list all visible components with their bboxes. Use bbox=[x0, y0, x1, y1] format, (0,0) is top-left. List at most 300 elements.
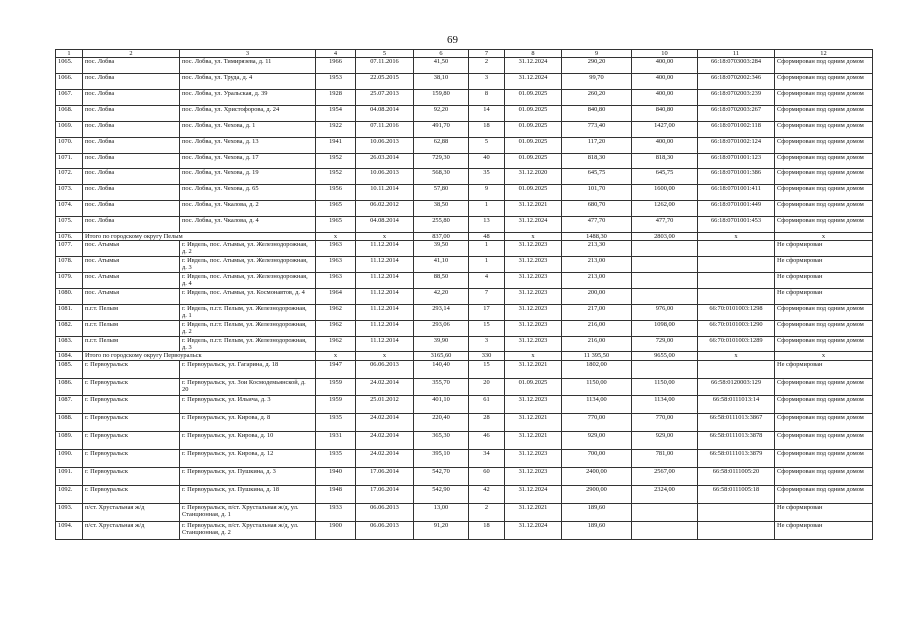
cell-cadastral: 66:18:0701001:386 bbox=[698, 169, 775, 185]
cell-residents: 40 bbox=[469, 153, 505, 169]
cell-year: 1962 bbox=[316, 336, 356, 352]
cell-residents: 8 bbox=[469, 89, 505, 105]
cell-land-area: 400,00 bbox=[632, 137, 698, 153]
cell-area: 365,30 bbox=[414, 432, 469, 450]
cell-land-status: Не сформирован bbox=[775, 360, 873, 378]
cell-cadastral bbox=[698, 241, 775, 257]
cell-date: 07.11.2016 bbox=[356, 58, 414, 74]
cell-deadline: x bbox=[505, 233, 562, 241]
table-row bbox=[56, 485, 873, 503]
cell-settlement: пос. Лобва bbox=[83, 185, 180, 201]
cell-residents: 61 bbox=[469, 396, 505, 414]
cell-year: 1963 bbox=[316, 241, 356, 257]
cell-date: 11.12.2014 bbox=[356, 288, 414, 304]
cell-cost: 260,20 bbox=[562, 89, 632, 105]
cell-cost: 217,00 bbox=[562, 304, 632, 320]
header-cell-3: 3 bbox=[180, 50, 316, 58]
cell-deadline: x bbox=[505, 352, 562, 360]
cell-year: x bbox=[316, 233, 356, 241]
cell-num: 1083. bbox=[56, 336, 83, 352]
cell-year: 1965 bbox=[316, 201, 356, 217]
cell-address: г. Ивдель, п.г.т. Пелым, ул. Железнодорожная, д. 2 bbox=[180, 320, 316, 336]
cell-land-area bbox=[632, 503, 698, 521]
cell-year: 1952 bbox=[316, 153, 356, 169]
cell-num: 1088. bbox=[56, 414, 83, 432]
cell-deadline: 31.12.2023 bbox=[505, 320, 562, 336]
cell-settlement: пос. Атымья bbox=[83, 272, 180, 288]
cell-num: 1080. bbox=[56, 288, 83, 304]
cell-date: 11.12.2014 bbox=[356, 241, 414, 257]
cell-num: 1072. bbox=[56, 169, 83, 185]
cell-cadastral bbox=[698, 503, 775, 521]
cell-residents: 28 bbox=[469, 414, 505, 432]
cell-settlement: пос. Атымья bbox=[83, 288, 180, 304]
cell-settlement: пос. Лобва bbox=[83, 137, 180, 153]
cell-settlement: п.г.т. Пелым bbox=[83, 304, 180, 320]
header-cell-1: 1 bbox=[56, 50, 83, 58]
cell-land-area: 400,00 bbox=[632, 89, 698, 105]
table-row bbox=[56, 336, 873, 352]
cell-land-area: 929,00 bbox=[632, 432, 698, 450]
table-row bbox=[56, 169, 873, 185]
cell-residents: 9 bbox=[469, 185, 505, 201]
cell-date: 06.06.2013 bbox=[356, 503, 414, 521]
cell-address: пос. Лобва, ул. Тимирязева, д. 11 bbox=[180, 58, 316, 74]
table-row bbox=[56, 432, 873, 450]
cell-land-area: 1262,00 bbox=[632, 201, 698, 217]
cell-settlement: пос. Атымья bbox=[83, 241, 180, 257]
cell-cost: 11 395,50 bbox=[562, 352, 632, 360]
cell-residents: 7 bbox=[469, 288, 505, 304]
cell-num: 1069. bbox=[56, 121, 83, 137]
cell-address: пос. Лобва, ул. Чехова, д. 17 bbox=[180, 153, 316, 169]
cell-date: 11.12.2014 bbox=[356, 272, 414, 288]
cell-residents: 60 bbox=[469, 467, 505, 485]
cell-area: 140,40 bbox=[414, 360, 469, 378]
cell-address: г. Ивдель, пос. Атымья, ул. Железнодорожная, д. 2 bbox=[180, 241, 316, 257]
cell-date: x bbox=[356, 233, 414, 241]
cell-cadastral: x bbox=[698, 233, 775, 241]
cell-num: 1086. bbox=[56, 378, 83, 396]
cell-deadline: 31.12.2024 bbox=[505, 485, 562, 503]
cell-cost: 680,70 bbox=[562, 201, 632, 217]
cell-year: 1962 bbox=[316, 320, 356, 336]
cell-settlement: пос. Лобва bbox=[83, 121, 180, 137]
cell-cadastral: 66:70:0101003:1289 bbox=[698, 336, 775, 352]
cell-cost: 99,70 bbox=[562, 74, 632, 90]
cell-area: 729,30 bbox=[414, 153, 469, 169]
cell-land-area: 818,30 bbox=[632, 153, 698, 169]
cell-land-status: Сформирован под одним домом bbox=[775, 217, 873, 233]
cell-settlement: п.г.т. Пелым bbox=[83, 320, 180, 336]
cell-address: г. Первоуральск, ул. Кирова, д. 10 bbox=[180, 432, 316, 450]
cell-land-status: Не сформирован bbox=[775, 272, 873, 288]
cell-area: 159,80 bbox=[414, 89, 469, 105]
cell-date: 11.12.2014 bbox=[356, 304, 414, 320]
cell-year: 1963 bbox=[316, 272, 356, 288]
cell-deadline: 31.12.2023 bbox=[505, 396, 562, 414]
cell-year: 1966 bbox=[316, 58, 356, 74]
cell-cost: 189,60 bbox=[562, 521, 632, 539]
cell-area: 41,10 bbox=[414, 257, 469, 273]
header-cell-2: 2 bbox=[83, 50, 180, 58]
cell-date: 10.11.2014 bbox=[356, 185, 414, 201]
cell-area: 41,50 bbox=[414, 58, 469, 74]
cell-area: 38,50 bbox=[414, 201, 469, 217]
cell-cadastral: 66:18:0702003:239 bbox=[698, 89, 775, 105]
cell-address: г. Первоуральск, ул. Пушкина, д. 18 bbox=[180, 485, 316, 503]
cell-settlement: пос. Лобва bbox=[83, 58, 180, 74]
cell-address: г. Первоуральск, ул. Зои Космодемьянской, д. 20 bbox=[180, 378, 316, 396]
cell-address: пос. Лобва, ул. Труда, д. 4 bbox=[180, 74, 316, 90]
cell-land-area: 9655,00 bbox=[632, 352, 698, 360]
cell-land-status: Сформирован под одним домом bbox=[775, 414, 873, 432]
cell-date: 11.12.2014 bbox=[356, 336, 414, 352]
table-row bbox=[56, 58, 873, 74]
cell-cost: 213,00 bbox=[562, 257, 632, 273]
cell-num: 1065. bbox=[56, 58, 83, 74]
cell-deadline: 31.12.2023 bbox=[505, 304, 562, 320]
cell-area: 220,40 bbox=[414, 414, 469, 432]
cell-num: 1082. bbox=[56, 320, 83, 336]
cell-residents: 1 bbox=[469, 241, 505, 257]
cell-deadline: 31.12.2021 bbox=[505, 201, 562, 217]
cell-cost: 213,30 bbox=[562, 241, 632, 257]
cell-date: 24.02.2014 bbox=[356, 450, 414, 468]
cell-area: 91,20 bbox=[414, 521, 469, 539]
table-row bbox=[56, 360, 873, 378]
page-number: 69 bbox=[447, 34, 458, 46]
header-row bbox=[56, 50, 873, 58]
cell-land-status: Сформирован под одним домом bbox=[775, 432, 873, 450]
cell-land-status: Сформирован под одним домом bbox=[775, 450, 873, 468]
cell-num: 1090. bbox=[56, 450, 83, 468]
cell-cost: 2900,00 bbox=[562, 485, 632, 503]
summary-row bbox=[56, 352, 873, 360]
cell-land-status: Не сформирован bbox=[775, 288, 873, 304]
cell-land-area: 840,80 bbox=[632, 105, 698, 121]
cell-year: 1940 bbox=[316, 467, 356, 485]
cell-date: 25.01.2012 bbox=[356, 396, 414, 414]
cell-land-status: Сформирован под одним домом bbox=[775, 336, 873, 352]
cell-cadastral bbox=[698, 360, 775, 378]
cell-address: г. Первоуральск, п/ст. Хрустальная ж/д, ул. Станционная, д. 1 bbox=[180, 503, 316, 521]
cell-land-area: 1150,00 bbox=[632, 378, 698, 396]
table-row bbox=[56, 450, 873, 468]
cell-date: 25.07.2013 bbox=[356, 89, 414, 105]
cell-year: 1947 bbox=[316, 360, 356, 378]
cell-cadastral: x bbox=[698, 352, 775, 360]
cell-cost: 101,70 bbox=[562, 185, 632, 201]
cell-settlement: п.г.т. Пелым bbox=[83, 336, 180, 352]
cell-date: 24.02.2014 bbox=[356, 414, 414, 432]
cell-date: 10.06.2013 bbox=[356, 137, 414, 153]
cell-cadastral bbox=[698, 521, 775, 539]
cell-deadline: 01.09.2025 bbox=[505, 378, 562, 396]
cell-land-area bbox=[632, 521, 698, 539]
cell-area: 355,70 bbox=[414, 378, 469, 396]
cell-residents: 35 bbox=[469, 169, 505, 185]
header-cell-5: 5 bbox=[356, 50, 414, 58]
cell-year: 1959 bbox=[316, 396, 356, 414]
cell-land-area: 477,70 bbox=[632, 217, 698, 233]
cell-num: 1077. bbox=[56, 241, 83, 257]
cell-num: 1093. bbox=[56, 503, 83, 521]
cell-land-area: 2324,00 bbox=[632, 485, 698, 503]
cell-cost: 770,00 bbox=[562, 414, 632, 432]
cell-deadline: 31.12.2023 bbox=[505, 467, 562, 485]
cell-num: 1074. bbox=[56, 201, 83, 217]
cell-land-area: 729,00 bbox=[632, 336, 698, 352]
cell-land-area: 400,00 bbox=[632, 58, 698, 74]
cell-land-status: x bbox=[775, 233, 873, 241]
cell-settlement: п/ст. Хрустальная ж/д bbox=[83, 503, 180, 521]
cell-date: 06.06.2013 bbox=[356, 360, 414, 378]
cell-land-area bbox=[632, 241, 698, 257]
cell-num: 1076. bbox=[56, 233, 83, 241]
cell-address: г. Ивдель, п.г.т. Пелым, ул. Железнодорожная, д. 1 bbox=[180, 304, 316, 320]
cell-cadastral: 66:18:0701001:411 bbox=[698, 185, 775, 201]
cell-date: 17.06.2014 bbox=[356, 485, 414, 503]
cell-num: 1081. bbox=[56, 304, 83, 320]
cell-cost: 477,70 bbox=[562, 217, 632, 233]
cell-cost: 929,00 bbox=[562, 432, 632, 450]
cell-cost: 213,00 bbox=[562, 272, 632, 288]
cell-year: 1922 bbox=[316, 121, 356, 137]
cell-area: 491,70 bbox=[414, 121, 469, 137]
cell-land-area: 2803,00 bbox=[632, 233, 698, 241]
cell-address: г. Первоуральск, п/ст. Хрустальная ж/д, ул. Станционная, д. 2 bbox=[180, 521, 316, 539]
table-row bbox=[56, 137, 873, 153]
cell-land-status: Не сформирован bbox=[775, 241, 873, 257]
cell-cost: 700,00 bbox=[562, 450, 632, 468]
cell-settlement: г. Первоуральск bbox=[83, 467, 180, 485]
table-row bbox=[56, 320, 873, 336]
cell-year: 1941 bbox=[316, 137, 356, 153]
cell-settlement: г. Первоуральск bbox=[83, 396, 180, 414]
cell-cost: 189,60 bbox=[562, 503, 632, 521]
table-row bbox=[56, 217, 873, 233]
cell-land-status: Сформирован под одним домом bbox=[775, 137, 873, 153]
cell-address: пос. Лобва, ул. Чехова, д. 13 bbox=[180, 137, 316, 153]
cell-settlement: г. Первоуральск bbox=[83, 485, 180, 503]
cell-cadastral: 66:70:0101003:1290 bbox=[698, 320, 775, 336]
cell-land-status: Сформирован под одним домом bbox=[775, 89, 873, 105]
cell-land-area: 645,75 bbox=[632, 169, 698, 185]
cell-cost: 216,00 bbox=[562, 320, 632, 336]
cell-address: пос. Лобва, ул. Уральская, д. 39 bbox=[180, 89, 316, 105]
cell-date: 07.11.2016 bbox=[356, 121, 414, 137]
cell-year: 1935 bbox=[316, 414, 356, 432]
cell-residents: 3 bbox=[469, 74, 505, 90]
cell-num: 1094. bbox=[56, 521, 83, 539]
cell-settlement: пос. Лобва bbox=[83, 89, 180, 105]
cell-date: 24.02.2014 bbox=[356, 378, 414, 396]
cell-deadline: 01.09.2025 bbox=[505, 153, 562, 169]
cell-num: 1087. bbox=[56, 396, 83, 414]
cell-date: 04.08.2014 bbox=[356, 105, 414, 121]
cell-area: 39,90 bbox=[414, 336, 469, 352]
cell-land-area: 770,00 bbox=[632, 414, 698, 432]
cell-deadline: 01.09.2025 bbox=[505, 121, 562, 137]
cell-residents: 2 bbox=[469, 58, 505, 74]
cell-year: 1954 bbox=[316, 105, 356, 121]
cell-area: 38,10 bbox=[414, 74, 469, 90]
header-cell-6: 6 bbox=[414, 50, 469, 58]
cell-cost: 645,75 bbox=[562, 169, 632, 185]
cell-cost: 216,00 bbox=[562, 336, 632, 352]
cell-residents: 34 bbox=[469, 450, 505, 468]
cell-area: 42,20 bbox=[414, 288, 469, 304]
cell-year: 1959 bbox=[316, 378, 356, 396]
cell-land-status: Сформирован под одним домом bbox=[775, 396, 873, 414]
cell-num: 1092. bbox=[56, 485, 83, 503]
cell-num: 1070. bbox=[56, 137, 83, 153]
cell-deadline: 31.12.2023 bbox=[505, 450, 562, 468]
cell-residents: 2 bbox=[469, 503, 505, 521]
cell-address: пос. Лобва, ул. Чехова, д. 19 bbox=[180, 169, 316, 185]
cell-settlement: пос. Лобва bbox=[83, 201, 180, 217]
cell-cost: 1150,00 bbox=[562, 378, 632, 396]
cell-deadline: 01.09.2025 bbox=[505, 137, 562, 153]
cell-year: 1952 bbox=[316, 169, 356, 185]
cell-land-area bbox=[632, 288, 698, 304]
cell-residents: 17 bbox=[469, 304, 505, 320]
cell-cadastral: 66:18:0703003:284 bbox=[698, 58, 775, 74]
cell-area: 542,90 bbox=[414, 485, 469, 503]
cell-cadastral: 66:58:0111013:14 bbox=[698, 396, 775, 414]
header-cell-8: 8 bbox=[505, 50, 562, 58]
cell-num: 1068. bbox=[56, 105, 83, 121]
cell-land-area bbox=[632, 257, 698, 273]
cell-land-status: Сформирован под одним домом bbox=[775, 153, 873, 169]
cell-land-status: Сформирован под одним домом bbox=[775, 74, 873, 90]
cell-land-status: Сформирован под одним домом bbox=[775, 58, 873, 74]
cell-cost: 840,80 bbox=[562, 105, 632, 121]
header-cell-4: 4 bbox=[316, 50, 356, 58]
cell-residents: 46 bbox=[469, 432, 505, 450]
cell-year: 1900 bbox=[316, 521, 356, 539]
cell-land-status: Сформирован под одним домом bbox=[775, 201, 873, 217]
cell-area: 92,20 bbox=[414, 105, 469, 121]
cell-num: 1079. bbox=[56, 272, 83, 288]
cell-land-area bbox=[632, 360, 698, 378]
cell-date: 22.05.2015 bbox=[356, 74, 414, 90]
cell-total-label: Итого по городскому округу Первоуральск bbox=[83, 352, 316, 360]
cell-settlement: г. Первоуральск bbox=[83, 360, 180, 378]
cell-residents: 18 bbox=[469, 521, 505, 539]
cell-residents: 14 bbox=[469, 105, 505, 121]
cell-area: 88,50 bbox=[414, 272, 469, 288]
cell-year: 1928 bbox=[316, 89, 356, 105]
cell-deadline: 31.12.2020 bbox=[505, 169, 562, 185]
cell-deadline: 01.09.2025 bbox=[505, 105, 562, 121]
header-cell-9: 9 bbox=[562, 50, 632, 58]
cell-land-area: 1134,00 bbox=[632, 396, 698, 414]
cell-area: 13,00 bbox=[414, 503, 469, 521]
table-row bbox=[56, 272, 873, 288]
cell-year: 1964 bbox=[316, 288, 356, 304]
cell-cadastral: 66:58:0111013:3879 bbox=[698, 450, 775, 468]
cell-num: 1073. bbox=[56, 185, 83, 201]
cell-cost: 1488,30 bbox=[562, 233, 632, 241]
cell-deadline: 31.12.2023 bbox=[505, 288, 562, 304]
cell-cost: 1134,00 bbox=[562, 396, 632, 414]
cell-cadastral: 66:58:0111013:3867 bbox=[698, 414, 775, 432]
header-cell-10: 10 bbox=[632, 50, 698, 58]
cell-settlement: пос. Атымья bbox=[83, 257, 180, 273]
table-row bbox=[56, 257, 873, 273]
cell-settlement: г. Первоуральск bbox=[83, 378, 180, 396]
table-row bbox=[56, 153, 873, 169]
cell-num: 1089. bbox=[56, 432, 83, 450]
cell-deadline: 31.12.2024 bbox=[505, 217, 562, 233]
cell-land-status: Не сформирован bbox=[775, 257, 873, 273]
cell-num: 1091. bbox=[56, 467, 83, 485]
table-row bbox=[56, 241, 873, 257]
cell-land-status: Сформирован под одним домом bbox=[775, 467, 873, 485]
cell-deadline: 31.12.2024 bbox=[505, 521, 562, 539]
cell-year: 1965 bbox=[316, 217, 356, 233]
cell-address: г. Ивдель, пос. Атымья, ул. Космонавтов, д. 4 bbox=[180, 288, 316, 304]
cell-land-status: Сформирован под одним домом bbox=[775, 105, 873, 121]
table-row bbox=[56, 467, 873, 485]
table-row bbox=[56, 121, 873, 137]
cell-year: 1948 bbox=[316, 485, 356, 503]
cell-residents: 15 bbox=[469, 360, 505, 378]
cell-settlement: пос. Лобва bbox=[83, 153, 180, 169]
cell-land-status: Сформирован под одним домом bbox=[775, 169, 873, 185]
cell-settlement: п/ст. Хрустальная ж/д bbox=[83, 521, 180, 539]
cell-cadastral: 66:18:0701001:453 bbox=[698, 217, 775, 233]
cell-land-status: Сформирован под одним домом bbox=[775, 485, 873, 503]
cell-cadastral: 66:58:0111005:20 bbox=[698, 467, 775, 485]
table-row bbox=[56, 378, 873, 396]
cell-cost: 200,00 bbox=[562, 288, 632, 304]
cell-land-area: 2567,00 bbox=[632, 467, 698, 485]
cell-deadline: 01.09.2025 bbox=[505, 89, 562, 105]
cell-residents: 1 bbox=[469, 257, 505, 273]
cell-num: 1067. bbox=[56, 89, 83, 105]
cell-address: пос. Лобва, ул. Чкалова, д. 2 bbox=[180, 201, 316, 217]
cell-land-area: 1600,00 bbox=[632, 185, 698, 201]
cell-deadline: 31.12.2021 bbox=[505, 432, 562, 450]
cell-num: 1085. bbox=[56, 360, 83, 378]
cell-settlement: г. Первоуральск bbox=[83, 432, 180, 450]
cell-address: г. Первоуральск, ул. Кирова, д. 12 bbox=[180, 450, 316, 468]
cell-address: г. Ивдель, пос. Атымья, ул. Железнодорожная, д. 4 bbox=[180, 272, 316, 288]
table-row bbox=[56, 89, 873, 105]
cell-settlement: пос. Лобва bbox=[83, 169, 180, 185]
cell-deadline: 31.12.2023 bbox=[505, 336, 562, 352]
cell-address: пос. Лобва, ул. Чехова, д. 1 bbox=[180, 121, 316, 137]
cell-date: 26.03.2014 bbox=[356, 153, 414, 169]
cell-address: пос. Лобва, ул. Чехова, д. 65 bbox=[180, 185, 316, 201]
table-row bbox=[56, 201, 873, 217]
cell-land-area bbox=[632, 272, 698, 288]
cell-residents: 15 bbox=[469, 320, 505, 336]
table-row bbox=[56, 396, 873, 414]
cell-address: г. Первоуральск, ул. Кирова, д. 8 bbox=[180, 414, 316, 432]
cell-land-area: 976,00 bbox=[632, 304, 698, 320]
cell-land-status: Не сформирован bbox=[775, 503, 873, 521]
cell-deadline: 31.12.2021 bbox=[505, 360, 562, 378]
cell-num: 1066. bbox=[56, 74, 83, 90]
cell-cadastral: 66:70:0101003:1298 bbox=[698, 304, 775, 320]
cell-year: 1953 bbox=[316, 74, 356, 90]
cell-land-status: Сформирован под одним домом bbox=[775, 378, 873, 396]
cell-cadastral bbox=[698, 288, 775, 304]
